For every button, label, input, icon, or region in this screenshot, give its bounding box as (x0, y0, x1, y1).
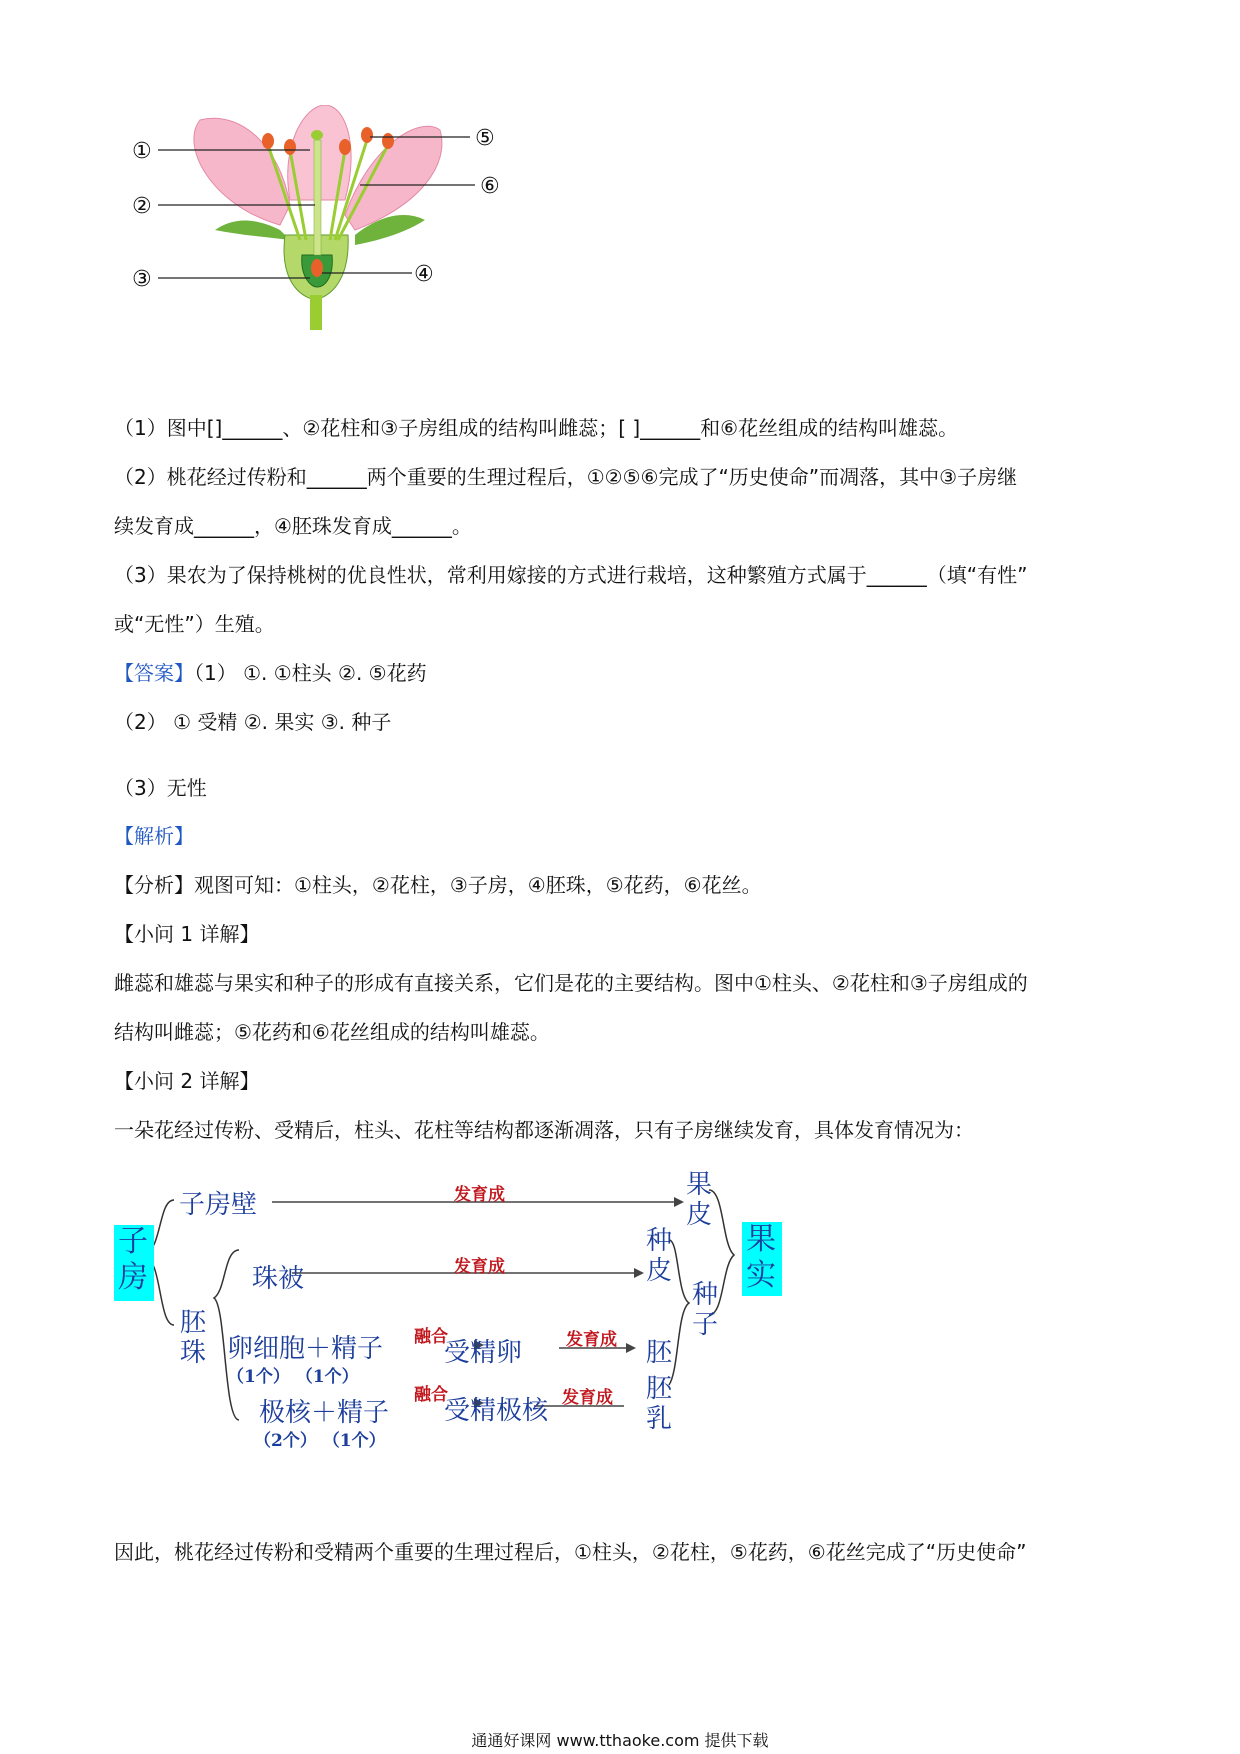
sub2-title: 【小问 2 详解】 (114, 1069, 260, 1093)
style (314, 140, 321, 255)
analysis-fenxi: 【分析】观图可知：①柱头，②花柱，③子房，④胚珠，⑤花药，⑥花丝。 (114, 873, 762, 897)
question-1: （1）图中[]______、②花柱和③子房组成的结构叫雌蕊；[ ]______和⑥花丝组成的结构叫雄蕊。 (114, 416, 959, 440)
answer-line-1 (114, 659, 427, 687)
label-5: ⑤ (475, 126, 495, 151)
anther (339, 139, 351, 155)
analysis-label: 【解析】 (114, 824, 194, 848)
answer-2: （2） ① 受精 ②. 果实 ③. 种子 (114, 710, 392, 734)
polar-plus-sperm: 极核＋精子 (259, 1398, 390, 1428)
development-flowchart (114, 1170, 774, 1470)
sub2-text-a: 一朵花经过传粉、受精后，柱头、花柱等结构都逐渐凋落，只有子房继续发育，具体发育情况为： (114, 1118, 974, 1142)
fuse-label-2: 融合 (414, 1385, 448, 1405)
ovule-node: 胚珠 (180, 1308, 207, 1368)
anther (284, 139, 296, 155)
label-6: ⑥ (480, 174, 500, 199)
question-3a: （3）果农为了保持桃树的优良性状，常利用嫁接的方式进行栽培，这种繁殖方式属于______（填“有性” (114, 563, 1028, 587)
develops-label-3: 发育成 (566, 1330, 617, 1350)
fertilized-polar-node: 受精极核 (444, 1396, 549, 1426)
develops-label-2: 发育成 (454, 1257, 505, 1277)
question-3b: 或“无性”）生殖。 (114, 612, 275, 636)
integument-node: 珠被 (252, 1264, 305, 1294)
label-1: ① (132, 139, 152, 164)
flower-diagram (130, 105, 520, 335)
fruit-node: 果实 (746, 1222, 776, 1293)
stem (310, 295, 322, 330)
endosperm-node: 胚乳 (646, 1374, 673, 1434)
develops-label-1: 发育成 (454, 1185, 505, 1205)
anther (361, 127, 373, 143)
answer-label: 【答案】 (114, 661, 194, 685)
egg-count: （1个） （1个） (227, 1367, 359, 1387)
sub1-title: 【小问 1 详解】 (114, 922, 260, 946)
sub1-text-b: 结构叫雌蕊；⑤花药和⑥花丝组成的结构叫雄蕊。 (114, 1020, 550, 1044)
sub1-text-a: 雌蕊和雄蕊与果实和种子的形成有直接关系，它们是花的主要结构。图中①柱头、②花柱和③子房组成的 (114, 971, 1028, 995)
question-2b: 续发育成______，④胚珠发育成______。 (114, 514, 472, 538)
footer: 通通好课网 www.tthaoke.com 提供下载 (471, 1731, 769, 1750)
conclusion: 因此，桃花经过传粉和受精两个重要的生理过程后，①柱头，②花柱，⑤花药，⑥花丝完成了“历史使命” (114, 1540, 1027, 1564)
answer-1: （1） ①. ①柱头 ②. ⑤花药 (194, 661, 427, 685)
pericarp-node: 果皮 (686, 1170, 713, 1230)
anther (382, 133, 394, 149)
question-2a: （2）桃花经过传粉和______两个重要的生理过程后，①②⑤⑥完成了“历史使命”而凋落，其中③子房继 (114, 465, 1018, 489)
stigma (311, 130, 323, 140)
seed-coat-node: 种皮 (646, 1226, 673, 1286)
label-2: ② (132, 194, 152, 219)
embryo-node: 胚 (646, 1338, 673, 1368)
develops-label-4: 发育成 (562, 1388, 613, 1408)
anther (262, 133, 274, 149)
answer-3: （3）无性 (114, 776, 207, 800)
fuse-label-1: 融合 (414, 1327, 448, 1347)
label-4: ④ (414, 262, 434, 287)
label-3: ③ (132, 267, 152, 292)
polar-count: （2个） （1个） (254, 1431, 386, 1451)
egg-plus-sperm: 卵细胞＋精子 (227, 1334, 384, 1364)
ovary-node: 子房 (118, 1224, 148, 1295)
ovule (311, 259, 323, 277)
seed-node: 种子 (692, 1280, 719, 1340)
ovary-wall-node: 子房壁 (179, 1190, 258, 1220)
zygote-node: 受精卵 (444, 1338, 523, 1368)
